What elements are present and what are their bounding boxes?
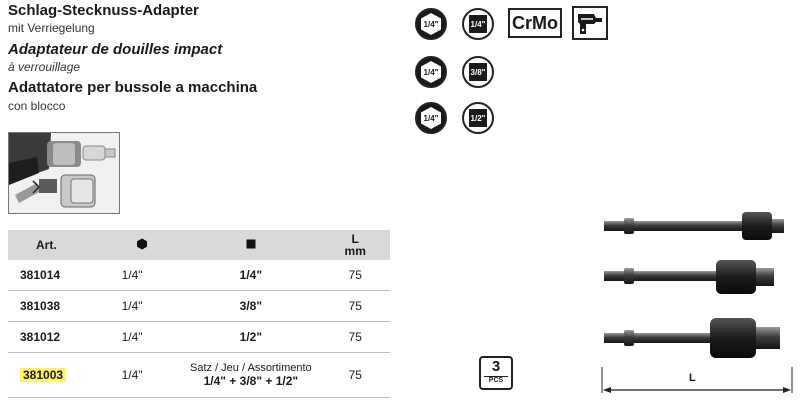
product-image-adapters [598, 208, 798, 368]
set-contents: 1/4" + 3/8" + 1/2" [203, 374, 299, 388]
subtitle-fr: à verrouillage [8, 60, 81, 74]
icon-label: 1/4" [423, 67, 439, 77]
hex-drive-size: 1/4" [104, 322, 182, 353]
hex-drive-size: 1/4" [104, 353, 182, 398]
icon-label: 1/4" [423, 19, 439, 29]
hex-drive-size-icon [415, 8, 447, 40]
header-art: Art. [8, 230, 104, 260]
article-number-set [8, 353, 104, 398]
square-drive-icon [246, 239, 256, 249]
highlighted-article: 381003 [20, 368, 66, 382]
adapter-three-eighths-inch [604, 260, 774, 294]
title-fr: Adaptateur de douilles impact [8, 41, 223, 58]
hex-drive-size: 1/4" [104, 291, 182, 322]
table-row [8, 260, 390, 291]
length-value: 75 [320, 291, 390, 322]
hex-drive-size-icon [415, 102, 447, 134]
article-number: 381012 [8, 322, 104, 353]
pieces-count: 3 [491, 358, 501, 375]
material-badge: CrMo [508, 8, 562, 38]
set-name: Satz / Jeu / Assortimento [190, 362, 312, 374]
hex-drive-icon [136, 238, 148, 250]
table-row-set [8, 353, 390, 398]
icon-label: 1/4" [423, 113, 439, 123]
icon-label: 3/8" [470, 67, 486, 77]
icon-label: 1/2" [470, 113, 486, 123]
length-value: 75 [320, 353, 390, 398]
title-de: Schlag-Stecknuss-Adapter [8, 2, 199, 19]
length-value: 75 [320, 260, 390, 291]
square-drive-size-icon [462, 8, 494, 40]
table-row [8, 322, 390, 353]
article-number: 381038 [8, 291, 104, 322]
square-drive-size-icon [462, 102, 494, 134]
square-drive-size: 1/2" [181, 322, 320, 353]
product-usage-photo [8, 132, 120, 214]
adapter-half-inch [604, 318, 780, 358]
subtitle-it: con blocco [8, 99, 66, 113]
length-value: 75 [320, 322, 390, 353]
table-row [8, 291, 390, 322]
pieces-badge [479, 356, 513, 390]
length-label: L [689, 372, 696, 384]
hex-drive-size: 1/4" [104, 260, 182, 291]
header-length-symbol: L [351, 232, 359, 246]
article-number: 381014 [8, 260, 104, 291]
header-hex [104, 230, 182, 260]
table-header-row [8, 230, 390, 260]
hex-drive-size-icon [415, 56, 447, 88]
impact-wrench-icon [572, 6, 608, 40]
set-description [181, 353, 320, 398]
product-table [8, 230, 390, 398]
pieces-unit: PCS [484, 376, 508, 384]
length-dimension-line [598, 365, 798, 395]
square-drive-size: 3/8" [181, 291, 320, 322]
adapter-quarter-inch [604, 212, 784, 240]
title-it: Adattatore per bussole a macchina [8, 79, 258, 96]
square-drive-size-icon [462, 56, 494, 88]
subtitle-de: mit Verriegelung [8, 21, 95, 35]
icon-label: 1/4" [470, 19, 486, 29]
header-square [181, 230, 320, 260]
square-drive-size: 1/4" [181, 260, 320, 291]
header-length [320, 230, 390, 260]
header-length-unit: mm [344, 244, 366, 258]
